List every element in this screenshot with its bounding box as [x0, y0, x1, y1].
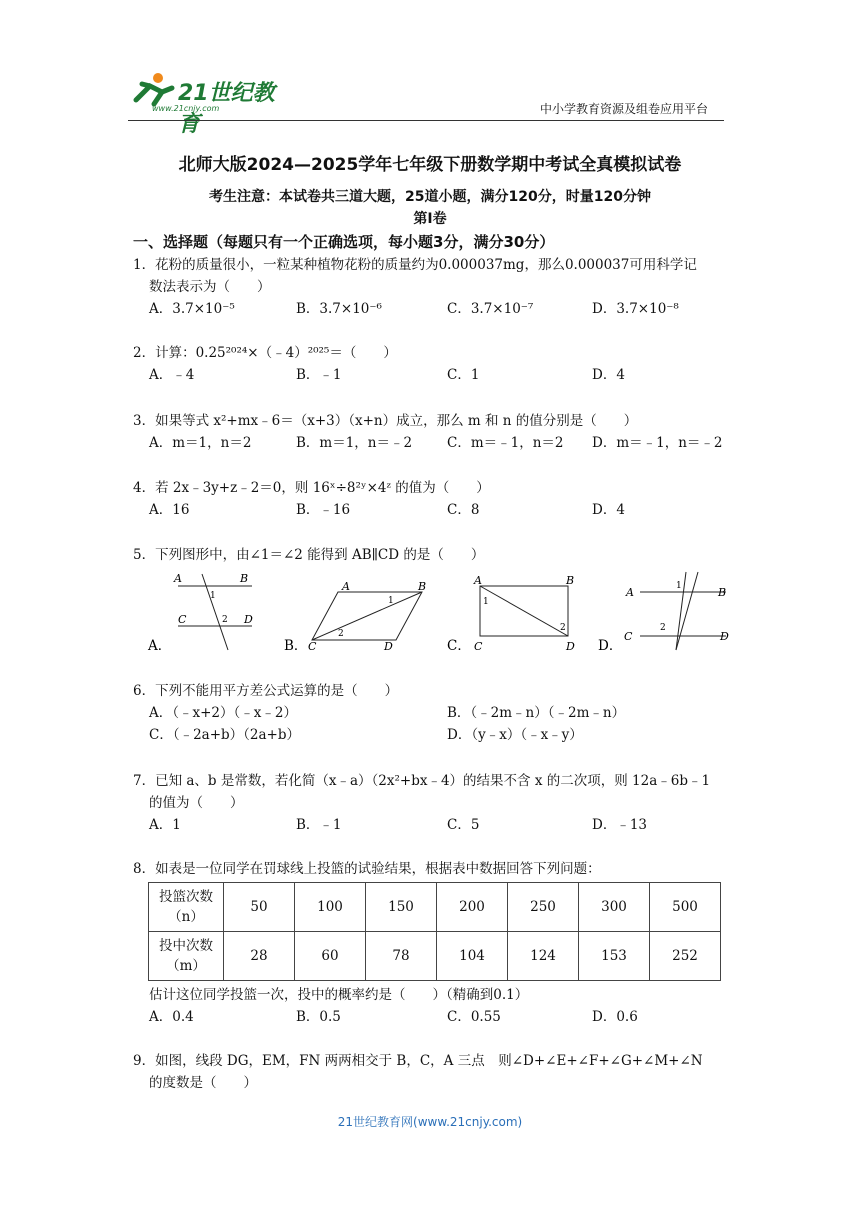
options-row: [133, 499, 733, 521]
figure-b[interactable]: [284, 580, 426, 654]
q5-figures: [140, 570, 740, 660]
volume-label: 第Ⅰ卷: [413, 211, 447, 227]
option-a[interactable]: A．0.4: [149, 1009, 194, 1025]
table-cell: 100: [295, 883, 366, 932]
option-c-label: C．: [447, 638, 471, 654]
option-a[interactable]: A．﹣4: [149, 367, 195, 383]
options-row: [133, 1006, 733, 1028]
label-b: B: [718, 586, 727, 599]
option-d[interactable]: D．4: [592, 502, 625, 518]
figure-d[interactable]: [598, 572, 729, 654]
option-d[interactable]: D．m＝﹣1，n＝﹣2: [592, 435, 723, 451]
section-heading: 一、选择题（每题只有一个正确选项，每小题3分，满分30分）: [133, 233, 555, 251]
label-d: D: [720, 630, 729, 643]
option-c[interactable]: C．8: [447, 502, 480, 518]
label-b: B: [566, 574, 575, 587]
label-c: C: [474, 640, 483, 653]
question-text: 1．花粉的质量很小，一粒某种植物花粉的质量约为0.000037mg，那么0.000037可用科学记: [133, 257, 697, 273]
option-c[interactable]: C．3.7×10⁻⁷: [447, 301, 534, 317]
question-4: [133, 477, 733, 521]
option-c[interactable]: C．5: [447, 817, 480, 833]
platform-label: 中小学教育资源及组卷应用平台: [540, 102, 709, 116]
option-b[interactable]: B．﹣1: [296, 817, 342, 833]
question-8-followup: [133, 984, 733, 1028]
option-c[interactable]: C．（﹣2a+b）（2a+b）: [149, 727, 301, 743]
table-cell: 104: [437, 932, 508, 981]
label-a: A: [474, 574, 482, 587]
label-c: C: [178, 613, 187, 626]
options-row: [133, 364, 733, 386]
question-8: [133, 858, 733, 880]
label-c: C: [624, 630, 633, 643]
table-cell: 250: [508, 883, 579, 932]
logo-url: www.21cnjy.com: [152, 104, 220, 113]
table-cell: 300: [579, 883, 650, 932]
question-text: 8．如表是一位同学在罚球线上投篮的试验结果，根据表中数据回答下列问题：: [133, 861, 601, 877]
question-6: [133, 680, 733, 746]
table-cell: 500: [650, 883, 721, 932]
question-text: 6．下列不能用平方差公式运算的是（ ）: [133, 683, 399, 699]
angle-1-label: 1: [388, 596, 394, 606]
angle-1-label: 1: [210, 591, 216, 601]
figure-a[interactable]: [147, 572, 253, 654]
label-c: C: [308, 640, 317, 653]
option-a[interactable]: A．1: [149, 817, 181, 833]
table-cell: 78: [366, 932, 437, 981]
footer-link[interactable]: 21世纪教育网(www.21cnjy.com): [337, 1115, 523, 1129]
label-a: A: [174, 572, 182, 585]
option-d-label: D．: [598, 638, 623, 654]
header-divider: [128, 120, 724, 121]
option-a[interactable]: A．m＝1，n＝2: [149, 435, 252, 451]
option-d[interactable]: D．﹣13: [592, 817, 648, 833]
angle-2-label: 2: [560, 623, 566, 633]
question-text: 4．若 2x﹣3y+z﹣2＝0，则 16ˣ÷8²ʸ×4ᶻ 的值为（ ）: [133, 480, 490, 496]
option-a[interactable]: A．（﹣x+2）（﹣x﹣2）: [149, 705, 297, 721]
options-row: [133, 702, 733, 724]
options-row: [133, 814, 733, 836]
exam-notice: 考生注意：本试卷共三道大题，25道小题，满分120分，时量120分钟: [209, 189, 651, 205]
label-d: D: [566, 640, 575, 653]
table-cell: 252: [650, 932, 721, 981]
option-a[interactable]: A．16: [149, 502, 190, 518]
option-b[interactable]: B．m＝1，n＝﹣2: [296, 435, 413, 451]
question-7: [133, 770, 733, 836]
option-a[interactable]: A．3.7×10⁻⁵: [149, 301, 235, 317]
option-b[interactable]: B．3.7×10⁻⁶: [296, 301, 382, 317]
option-b[interactable]: B．﹣1: [296, 367, 342, 383]
option-c[interactable]: C．m＝﹣1，n＝2: [447, 435, 564, 451]
row-header-shots: 投篮次数 （n）: [149, 883, 224, 932]
shooting-results-table: [148, 882, 721, 981]
table-cell: 60: [295, 932, 366, 981]
angle-1-label: 1: [676, 581, 682, 591]
option-a-label: A．: [148, 638, 172, 654]
options-row: [133, 432, 733, 454]
question-text: 9．如图，线段 DG，EM，FN 两两相交于 B，C，A 三点 则∠D+∠E+∠F+∠G+∠M+∠N: [133, 1053, 703, 1069]
question-5: [133, 544, 733, 566]
question-text: 3．如果等式 x²+mx﹣6＝（x+3）（x+n）成立，那么 m 和 n 的值分别是（ ）: [133, 413, 638, 429]
question-text: 的值为（ ）: [149, 795, 244, 811]
option-d[interactable]: D．3.7×10⁻⁸: [592, 301, 679, 317]
option-d[interactable]: D．（y﹣x）（﹣x﹣y）: [447, 727, 583, 743]
label-a: A: [626, 586, 634, 599]
table-cell: 150: [366, 883, 437, 932]
option-b[interactable]: B．（﹣2m﹣n）（﹣2m﹣n）: [447, 705, 626, 721]
question-text: 7．已知 a、b 是常数，若化简（x﹣a）（2x²+bx﹣4）的结果不含 x 的二次项，则 12a﹣6b﹣1: [133, 773, 711, 789]
angle-2-label: 2: [338, 629, 344, 639]
question-text: 数法表示为（ ）: [149, 279, 271, 295]
table-cell: 50: [224, 883, 295, 932]
exam-title: 北师大版2024—2025学年七年级下册数学期中考试全真模拟试卷: [178, 155, 682, 175]
label-a: A: [342, 580, 350, 593]
question-text: 的度数是（ ）: [149, 1075, 257, 1091]
site-logo: [128, 70, 288, 137]
table-row: [149, 932, 721, 981]
angle-1-label: 1: [483, 597, 489, 607]
question-3: [133, 410, 733, 454]
question-text: 5．下列图形中，由∠1＝∠2 能得到 AB∥CD 的是（ ）: [133, 547, 485, 563]
question-2: [133, 342, 733, 386]
options-row: [133, 724, 733, 746]
question-1: [133, 254, 733, 320]
question-text: 估计这位同学投篮一次，投中的概率约是（ ）（精确到0.1）: [149, 987, 529, 1003]
label-d: D: [384, 640, 393, 653]
option-d[interactable]: D．0.6: [592, 1009, 638, 1025]
option-c[interactable]: C．0.55: [447, 1009, 501, 1025]
figure-c[interactable]: [447, 574, 575, 654]
label-b: B: [240, 572, 249, 585]
table-row: [149, 883, 721, 932]
label-b: B: [418, 580, 427, 593]
option-b[interactable]: B．0.5: [296, 1009, 341, 1025]
options-row: [133, 298, 733, 320]
option-b-label: B．: [284, 638, 308, 654]
table-cell: 153: [579, 932, 650, 981]
angle-2-label: 2: [660, 623, 666, 633]
label-d: D: [244, 613, 253, 626]
table-cell: 200: [437, 883, 508, 932]
logo-text: 21世纪教育: [178, 81, 275, 137]
table-cell: 28: [224, 932, 295, 981]
option-c[interactable]: C．1: [447, 367, 480, 383]
row-header-hits: 投中次数 （m）: [149, 932, 224, 981]
question-9: [133, 1050, 733, 1094]
angle-2-label: 2: [222, 615, 228, 625]
option-b[interactable]: B．﹣16: [296, 502, 351, 518]
question-text: 2．计算：0.25²⁰²⁴×（﹣4）²⁰²⁵＝（ ）: [133, 345, 397, 361]
table-cell: 124: [508, 932, 579, 981]
option-d[interactable]: D．4: [592, 367, 625, 383]
